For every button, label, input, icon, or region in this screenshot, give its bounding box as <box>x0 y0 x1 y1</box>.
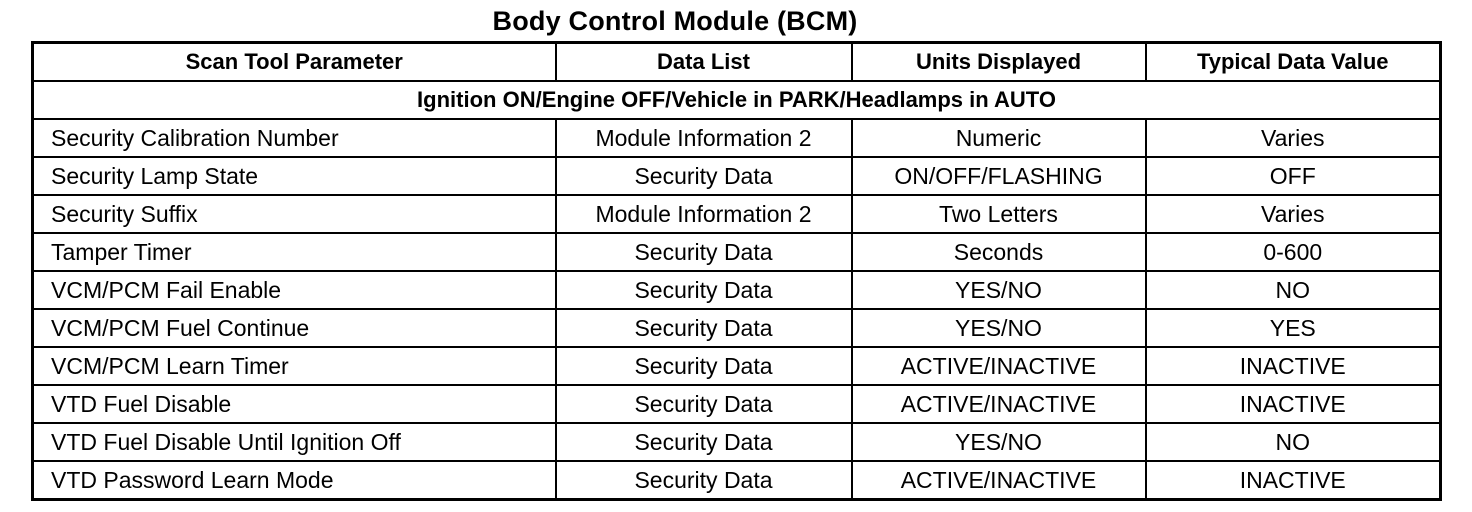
cell-data-list: Security Data <box>556 423 852 461</box>
table-row <box>33 195 1441 233</box>
cell-parameter: Security Calibration Number <box>33 119 556 157</box>
cell-parameter: Security Lamp State <box>33 157 556 195</box>
cell-data-list: Security Data <box>556 271 852 309</box>
cell-data-list: Security Data <box>556 309 852 347</box>
condition-row <box>33 81 1441 119</box>
cell-typical-value: YES <box>1146 309 1441 347</box>
cell-typical-value: NO <box>1146 423 1441 461</box>
cell-units: ACTIVE/INACTIVE <box>852 347 1146 385</box>
header-typical-data-value: Typical Data Value <box>1146 43 1441 82</box>
table-header-row <box>33 43 1441 82</box>
cell-units: YES/NO <box>852 309 1146 347</box>
table-row <box>33 233 1441 271</box>
cell-data-list: Security Data <box>556 347 852 385</box>
bcm-data-table <box>31 41 1442 501</box>
header-data-list: Data List <box>556 43 852 82</box>
cell-units: ON/OFF/FLASHING <box>852 157 1146 195</box>
cell-data-list: Module Information 2 <box>556 119 852 157</box>
cell-typical-value: Varies <box>1146 195 1441 233</box>
cell-data-list: Security Data <box>556 385 852 423</box>
table-row <box>33 309 1441 347</box>
cell-typical-value: 0-600 <box>1146 233 1441 271</box>
cell-parameter: VCM/PCM Fuel Continue <box>33 309 556 347</box>
page-title: Body Control Module (BCM) <box>492 6 858 36</box>
cell-typical-value: INACTIVE <box>1146 461 1441 500</box>
cell-data-list: Security Data <box>556 157 852 195</box>
cell-units: YES/NO <box>852 271 1146 309</box>
table-row <box>33 119 1441 157</box>
table-row <box>33 385 1441 423</box>
cell-units: Two Letters <box>852 195 1146 233</box>
cell-data-list: Security Data <box>556 461 852 500</box>
cell-parameter: VCM/PCM Fail Enable <box>33 271 556 309</box>
table-row <box>33 423 1441 461</box>
cell-units: ACTIVE/INACTIVE <box>852 461 1146 500</box>
cell-typical-value: OFF <box>1146 157 1441 195</box>
cell-units: Seconds <box>852 233 1146 271</box>
cell-typical-value: NO <box>1146 271 1441 309</box>
cell-parameter: VTD Password Learn Mode <box>33 461 556 500</box>
cell-units: Numeric <box>852 119 1146 157</box>
cell-parameter: VTD Fuel Disable <box>33 385 556 423</box>
cell-parameter: VCM/PCM Learn Timer <box>33 347 556 385</box>
table-row <box>33 157 1441 195</box>
cell-data-list: Module Information 2 <box>556 195 852 233</box>
cell-parameter: VTD Fuel Disable Until Ignition Off <box>33 423 556 461</box>
cell-typical-value: Varies <box>1146 119 1441 157</box>
cell-typical-value: INACTIVE <box>1146 347 1441 385</box>
header-scan-tool-parameter: Scan Tool Parameter <box>33 43 556 82</box>
cell-data-list: Security Data <box>556 233 852 271</box>
condition-text: Ignition ON/Engine OFF/Vehicle in PARK/Headlamps in AUTO <box>33 81 1441 119</box>
cell-units: YES/NO <box>852 423 1146 461</box>
cell-parameter: Security Suffix <box>33 195 556 233</box>
header-units-displayed: Units Displayed <box>852 43 1146 82</box>
table-row <box>33 271 1441 309</box>
cell-parameter: Tamper Timer <box>33 233 556 271</box>
table-row <box>33 347 1441 385</box>
cell-units: ACTIVE/INACTIVE <box>852 385 1146 423</box>
table-row <box>33 461 1441 500</box>
cell-typical-value: INACTIVE <box>1146 385 1441 423</box>
